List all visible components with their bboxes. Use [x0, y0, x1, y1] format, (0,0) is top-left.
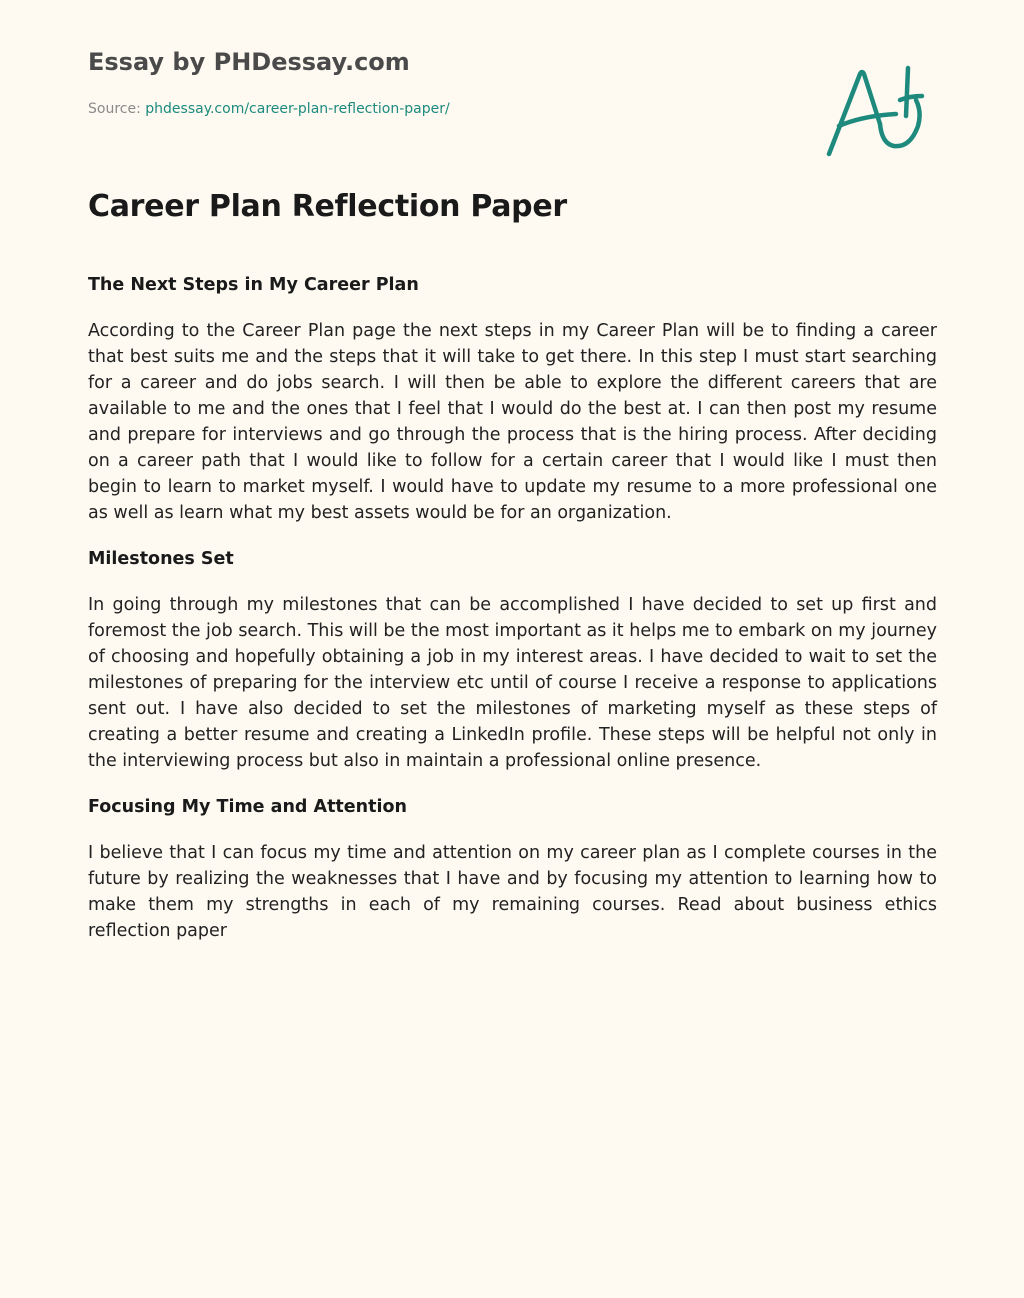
section-heading: The Next Steps in My Career Plan: [88, 275, 419, 295]
document-title: Career Plan Reflection Paper: [88, 189, 567, 224]
source-link[interactable]: phdessay.com/career-plan-reflection-paper/: [145, 101, 450, 117]
source-line: [88, 101, 450, 117]
section-paragraph: According to the Career Plan page the next steps in my Career Plan will be to finding a career that best suits me and the steps that it will take to get there. In this step I must start searching for a career and do jobs search. I will then be able to explore the different careers that are available to me and the ones that I feel that I would do the best at. I can then post my resume and prepare for interviews and go through the process that is the hiring process. After deciding on a career path that I would like to follow for a certain career that I would like I must then begin to learn to market myself. I would have to update my resume to a more professional one as well as learn what my best assets would be for an organization.: [88, 321, 937, 523]
essay-section: [88, 272, 937, 526]
site-title: Essay by PHDessay.com: [88, 48, 410, 76]
source-label: Source:: [88, 101, 141, 117]
a-plus-grade-icon: [822, 60, 932, 164]
essay-section: [88, 546, 937, 774]
essay-body: [88, 272, 937, 964]
section-paragraph: I believe that I can focus my time and attention on my career plan as I complete courses in the future by realizing the weaknesses that I have and by focusing my attention to learning how to make them my strengths in each of my remaining courses. Read about business ethics reflection paper: [88, 843, 937, 941]
section-heading: Focusing My Time and Attention: [88, 797, 407, 817]
essay-section: [88, 794, 937, 944]
section-paragraph: In going through my milestones that can be accomplished I have decided to set up first and foremost the job search. This will be the most important as it helps me to embark on my journey of choosing and hopefully obtaining a job in my interest areas. I have decided to wait to set the milestones of preparing for the interview etc until of course I receive a response to applications sent out. I have also decided to set the milestones of marketing myself as these steps of creating a better resume and creating a LinkedIn profile. These steps will be helpful not only in the interviewing process but also in maintain a professional online presence.: [88, 595, 937, 771]
section-heading: Milestones Set: [88, 549, 234, 569]
